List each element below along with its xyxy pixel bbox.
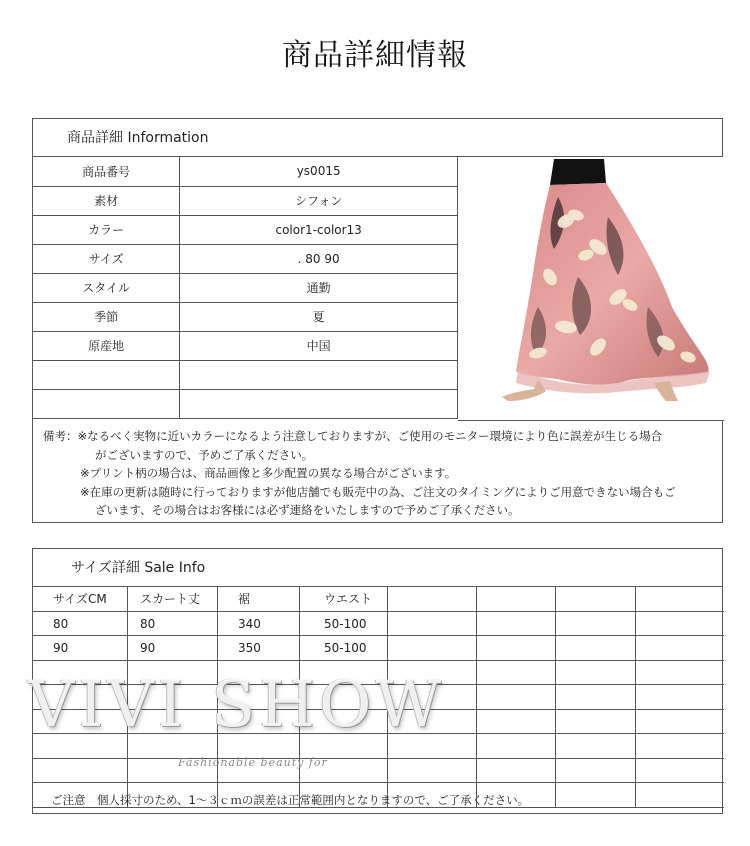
size-cell — [388, 661, 477, 685]
spec-label: 素材 — [33, 186, 180, 215]
size-cell — [636, 636, 724, 660]
size-cell — [636, 759, 724, 783]
size-column-header: スカート丈 — [128, 587, 218, 611]
size-header-row — [33, 587, 724, 612]
size-cell — [556, 612, 636, 636]
size-cell — [556, 710, 636, 734]
spec-value — [180, 389, 458, 418]
spec-label — [33, 360, 180, 389]
size-footer-note: ご注意 個人採寸のため、1～３ｃｍの誤差は正常範囲内となりますので、ご了承ください。 — [51, 793, 530, 807]
size-cell: 50-100 — [300, 612, 388, 636]
size-cell — [128, 661, 218, 685]
size-cell — [33, 661, 128, 685]
size-cell — [128, 710, 218, 734]
size-cell — [300, 734, 388, 758]
size-cell: 90 — [128, 636, 218, 660]
spec-label — [33, 389, 180, 418]
size-cell — [556, 685, 636, 709]
size-cell — [556, 636, 636, 660]
size-cell — [636, 661, 724, 685]
watermark-subtext: Fashionable beauty for — [178, 756, 328, 769]
size-column-header: ウエスト — [300, 587, 388, 611]
size-column-header — [636, 587, 724, 611]
size-row — [33, 710, 724, 735]
size-cell: 80 — [128, 612, 218, 636]
spec-label: 原産地 — [33, 331, 180, 360]
spec-value: 夏 — [180, 302, 458, 331]
size-detail-section — [32, 548, 723, 814]
size-column-header — [388, 587, 477, 611]
size-column-header — [556, 587, 636, 611]
size-cell — [218, 734, 300, 758]
size-cell — [218, 759, 300, 783]
spec-row — [33, 215, 458, 244]
size-cell — [477, 636, 556, 660]
size-cell — [556, 759, 636, 783]
product-photo — [458, 157, 724, 421]
size-cell: 340 — [218, 612, 300, 636]
size-cell — [128, 759, 218, 783]
size-cell — [477, 612, 556, 636]
size-cell: 50-100 — [300, 636, 388, 660]
size-cell — [477, 734, 556, 758]
size-column-header — [477, 587, 556, 611]
spec-row — [33, 157, 458, 186]
size-cell — [477, 685, 556, 709]
size-cell — [388, 685, 477, 709]
note-line: ※プリント柄の場合は、商品画像と多少配置の異なる場合がございます。 — [80, 466, 457, 480]
size-section-header: サイズ詳細 Sale Info — [33, 549, 722, 587]
size-cell — [218, 685, 300, 709]
size-cell — [636, 734, 724, 758]
size-cell — [300, 661, 388, 685]
size-cell — [33, 685, 128, 709]
note-line: がございますので、予めご了承ください。 — [95, 447, 314, 462]
size-cell — [477, 710, 556, 734]
page-title: 商品詳細情報 — [282, 38, 468, 73]
size-cell — [33, 710, 128, 734]
spec-value — [180, 360, 458, 389]
size-row — [33, 612, 724, 637]
size-cell — [636, 685, 724, 709]
size-cell — [128, 685, 218, 709]
spec-value: 通勤 — [180, 273, 458, 302]
size-cell — [556, 734, 636, 758]
size-cell — [556, 661, 636, 685]
size-cell — [300, 710, 388, 734]
spec-label: カラー — [33, 215, 180, 244]
spec-row — [33, 244, 458, 273]
skirt-model-illustration — [458, 157, 724, 421]
spec-label: 季節 — [33, 302, 180, 331]
spec-row — [33, 389, 458, 418]
size-cell — [388, 759, 477, 783]
spec-value: ys0015 — [180, 157, 458, 186]
size-row — [33, 661, 724, 686]
size-cell — [636, 612, 724, 636]
size-cell — [636, 710, 724, 734]
spec-value: シフォン — [180, 186, 458, 215]
spec-label: サイズ — [33, 244, 180, 273]
size-cell — [388, 734, 477, 758]
size-column-header: 裾 — [218, 587, 300, 611]
watermark-text: VIVI SHOW — [28, 668, 446, 742]
size-cell: 80 — [33, 612, 128, 636]
size-cell — [477, 759, 556, 783]
spec-table — [33, 157, 458, 419]
spec-row — [33, 360, 458, 389]
note-line: ※在庫の更新は随時に行っておりますが他店舗でも販売中の為、ご注文のタイミングによりご用意できない場合もご — [80, 484, 676, 499]
size-row — [33, 734, 724, 759]
note-line: ざいます、その場合はお客様には必ず連絡をいたしますので予めご了承ください。 — [95, 503, 520, 517]
note-line: 備考：※なるべく実物に近いカラーになるよう注意しておりますが、ご使用のモニター環境により色に誤差が生じる場合 — [43, 429, 663, 443]
spec-value: color1-color13 — [180, 215, 458, 244]
size-cell — [218, 710, 300, 734]
size-column-header: サイズCM — [33, 587, 128, 611]
size-cell — [477, 661, 556, 685]
notes-block — [43, 427, 715, 520]
size-cell: 90 — [33, 636, 128, 660]
size-cell — [388, 710, 477, 734]
size-table — [33, 587, 724, 808]
size-row — [33, 759, 724, 784]
spec-label: スタイル — [33, 273, 180, 302]
size-cell — [33, 759, 128, 783]
spec-value: . 80 90 — [180, 244, 458, 273]
spec-value: 中国 — [180, 331, 458, 360]
size-cell — [388, 636, 477, 660]
size-cell: 350 — [218, 636, 300, 660]
spec-row — [33, 186, 458, 215]
size-cell — [218, 661, 300, 685]
detail-section-header: 商品詳細 Information — [33, 119, 722, 157]
size-cell — [300, 685, 388, 709]
size-cell — [388, 612, 477, 636]
size-cell — [33, 734, 128, 758]
spec-row — [33, 331, 458, 360]
size-cell — [128, 734, 218, 758]
spec-row — [33, 302, 458, 331]
spec-label: 商品番号 — [33, 157, 180, 186]
spec-row — [33, 273, 458, 302]
product-detail-section — [32, 118, 723, 523]
size-row — [33, 685, 724, 710]
size-cell — [300, 759, 388, 783]
size-row — [33, 636, 724, 661]
